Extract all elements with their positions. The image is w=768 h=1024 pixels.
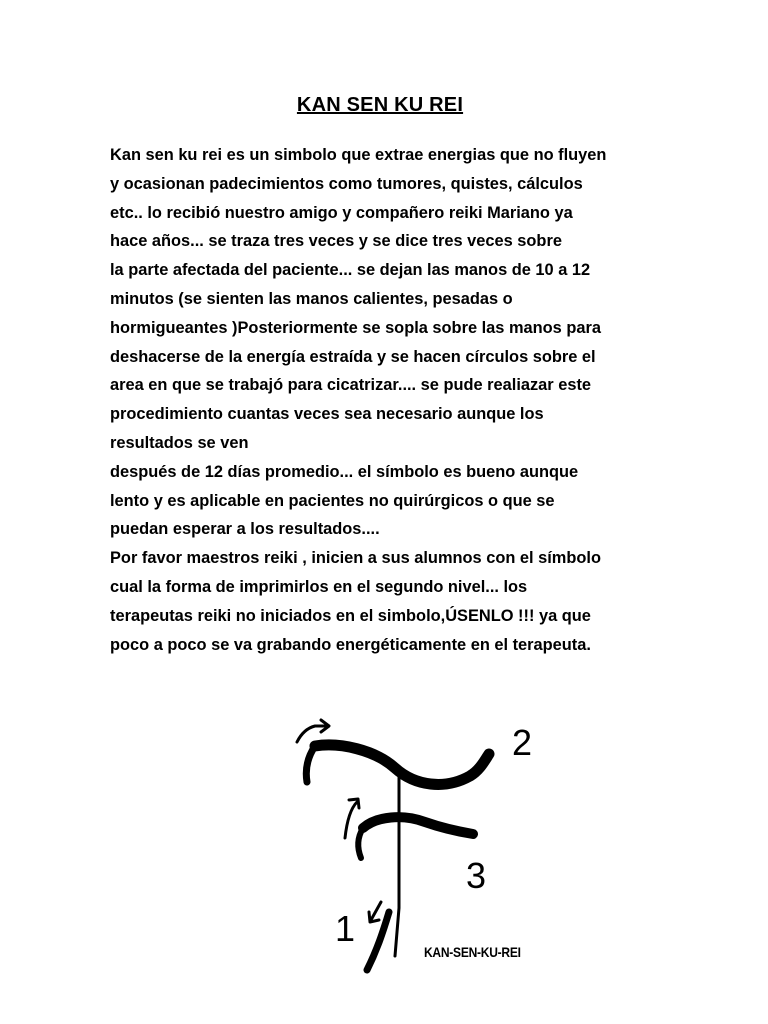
arrow-bottom-icon — [371, 902, 381, 920]
text-line: hormigueantes )Posteriormente se sopla sobre las manos para — [110, 318, 601, 337]
stroke-number-3: 3 — [466, 855, 487, 896]
arrow-middle-icon — [345, 802, 357, 838]
text-line: hace años... se traza tres veces y se dice tres veces sobre — [110, 232, 562, 251]
text-line: y ocasionan padecimientos como tumores, quistes, cálculos — [110, 174, 583, 193]
text-line: resultados se ven — [110, 433, 249, 452]
text-line: deshacerse de la energía estraída y se hacen círculos sobre el — [110, 347, 596, 366]
body-paragraph — [110, 141, 670, 659]
text-line: puedan esperar a los resultados.... — [110, 520, 380, 539]
symbol-caption: KAN-SEN-KU-REI — [424, 944, 521, 960]
text-line: Por favor maestros reiki , inicien a sus alumnos con el símbolo — [110, 549, 601, 568]
text-line: area en que se trabajó para cicatrizar.... se pude realiazar este — [110, 376, 592, 395]
text-line: la parte afectada del paciente... se dejan las manos de 10 a 12 — [110, 261, 591, 280]
symbol-stroke-top — [315, 745, 489, 784]
stroke-number-2: 2 — [512, 722, 533, 763]
symbol-stroke-middle — [363, 817, 473, 834]
kan-sen-ku-rei-symbol-figure — [285, 708, 545, 988]
symbol-stroke-left-hook — [306, 746, 315, 782]
text-line: minutos (se sienten las manos calientes, pesadas o — [110, 289, 513, 308]
text-line: poco a poco se va grabando energéticamente en el terapeuta. — [110, 635, 591, 654]
text-line: etc.. lo recibió nuestro amigo y compañero reiki Mariano ya — [110, 203, 573, 222]
text-line: después de 12 días promedio... el símbolo es bueno aunque — [110, 462, 579, 481]
text-line: terapeutas reiki no iniciados en el simbolo,ÚSENLO !!! ya que — [110, 606, 591, 625]
page-title: KAN SEN KU REI — [296, 94, 464, 116]
stroke-number-1: 1 — [335, 908, 356, 949]
text-line: lento y es aplicable en pacientes no quirúrgicos o que se — [110, 491, 555, 510]
arrow-top-icon — [297, 726, 327, 742]
text-line: procedimiento cuantas veces sea necesario aunque los — [110, 405, 544, 424]
text-line: cual la forma de imprimirlos en el segundo nivel... los — [110, 577, 528, 596]
text-line: Kan sen ku rei es un simbolo que extrae energias que no fluyen — [110, 146, 607, 164]
symbol-stroke-vertical — [395, 768, 399, 956]
